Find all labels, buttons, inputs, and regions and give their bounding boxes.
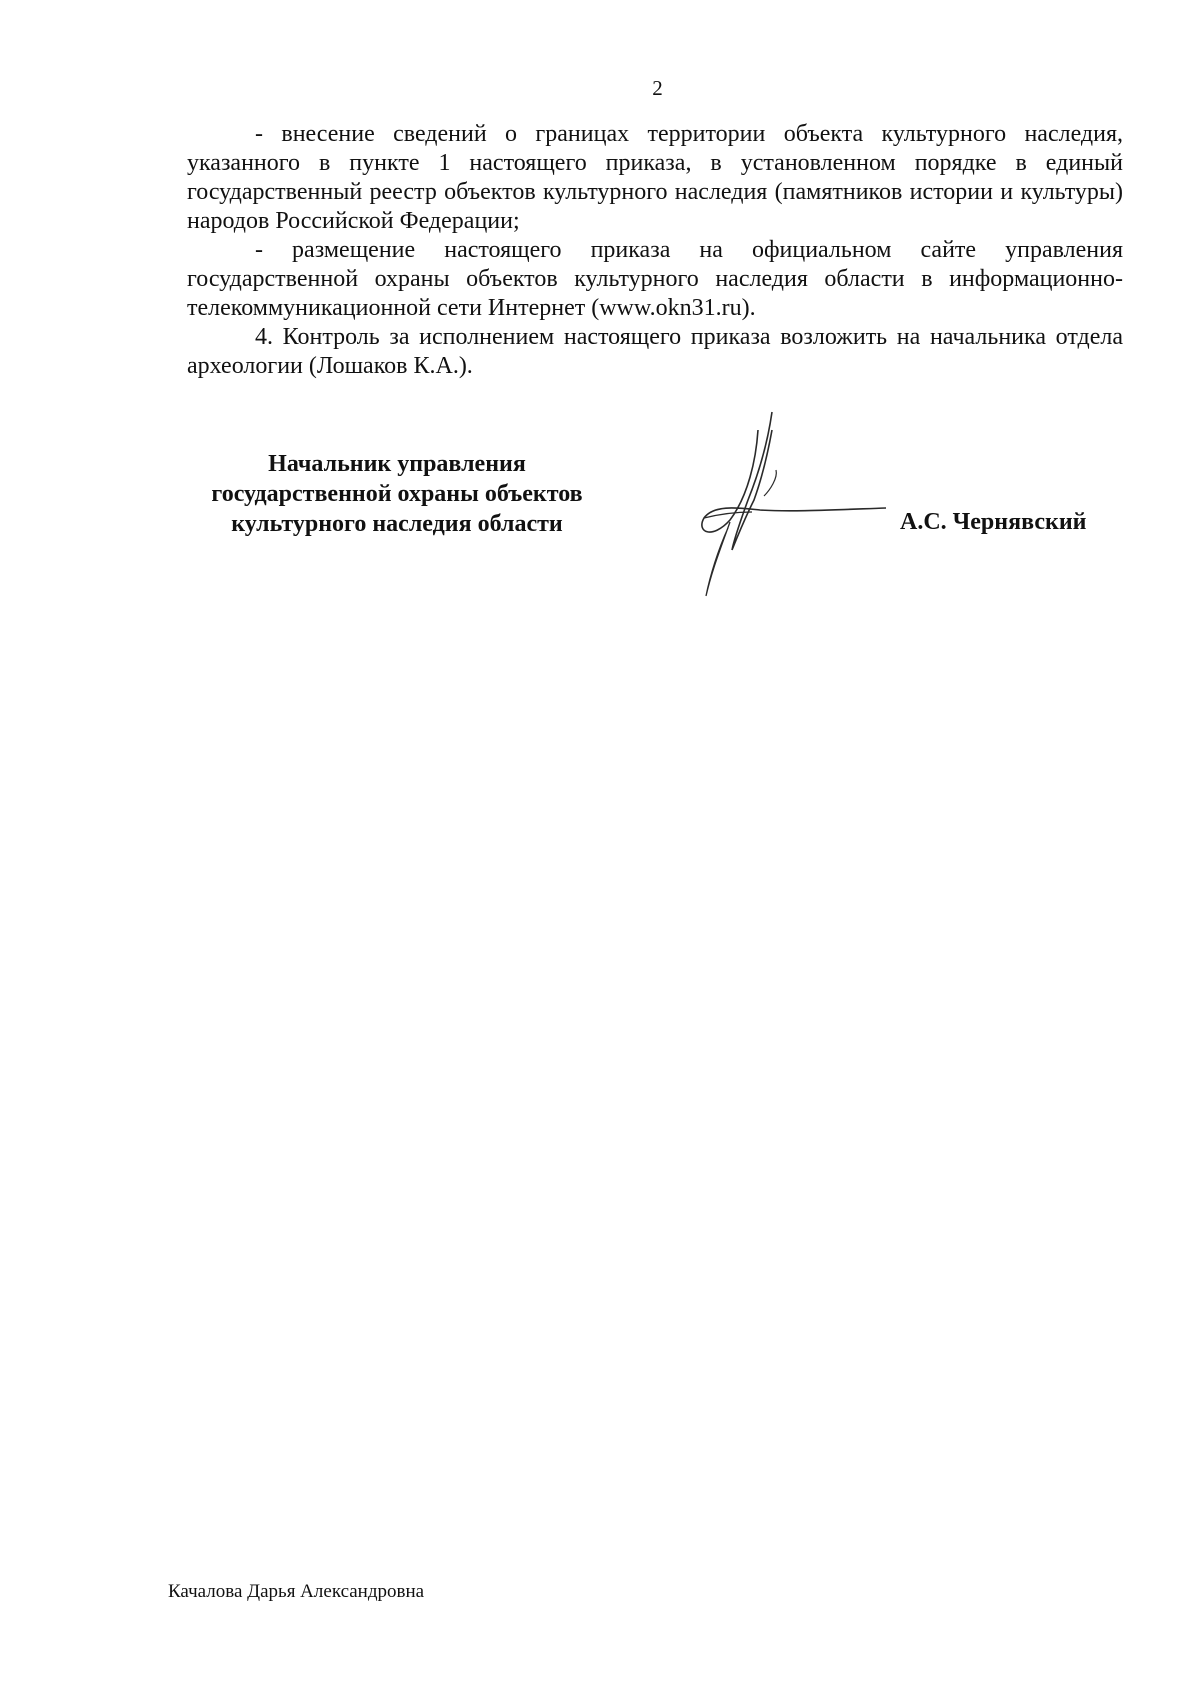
signatory-position-line: государственной охраны объектов: [211, 481, 583, 507]
paragraph-website-publication: - размещение настоящего приказа на официальном сайте управления государственной охраны объектов культурного наследия области в информационно-телекоммуникационной сети Интернет (www.okn31.ru).: [187, 237, 1123, 321]
signatory-position-line: культурного наследия области: [231, 511, 563, 537]
executor-name: Качалова Дарья Александровна: [168, 1581, 425, 1602]
paragraph-registry-entry: - внесение сведений о границах территории объекта культурного наследия, указанного в пункте 1 настоящего приказа, в установленном порядке в единый государственный реестр объектов культурного наследия (памятников истории и культуры) народов Российской Федерации;: [187, 121, 1123, 234]
paragraph-control: 4. Контроль за исполнением настоящего приказа возложить на начальника отдела археологии (Лошаков К.А.).: [187, 324, 1123, 379]
signatory-name: А.С. Чернявский: [900, 509, 1087, 535]
handwritten-signature: [690, 400, 900, 600]
signatory-position-line: Начальник управления: [268, 451, 526, 477]
page-number: 2: [652, 76, 663, 100]
document-body: [187, 120, 1123, 381]
signatory-position: [187, 449, 607, 539]
